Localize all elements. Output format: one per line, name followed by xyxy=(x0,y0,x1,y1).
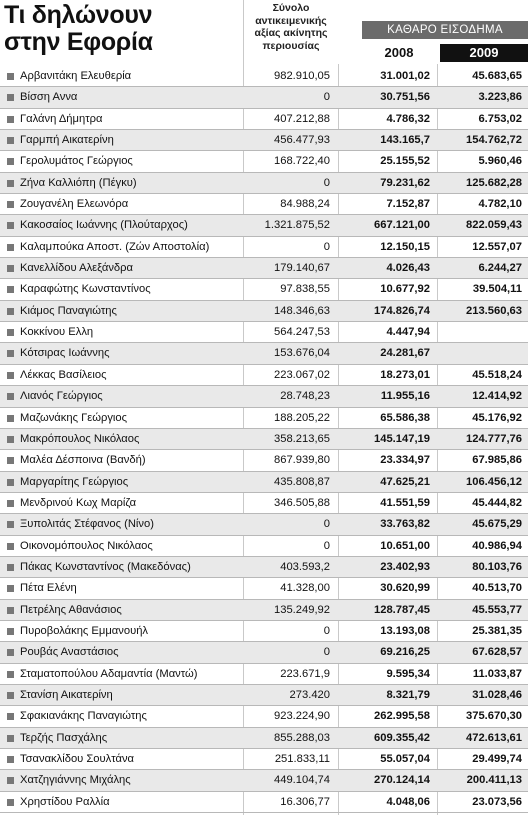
person-name: Χρηστίδου Ραλλία xyxy=(20,795,110,808)
row-bullet xyxy=(7,158,14,165)
person-name: Ξυπολιτάς Στέφανος (Νίνο) xyxy=(20,518,154,531)
title-line-2: στην Εφορία xyxy=(4,28,153,56)
income-2008: 174.826,74 xyxy=(374,304,430,317)
table-row xyxy=(0,173,528,194)
property-value: 0 xyxy=(323,176,330,189)
income-2008: 30.751,56 xyxy=(380,91,430,104)
row-bullet xyxy=(7,628,14,635)
income-2008: 609.355,42 xyxy=(374,731,430,744)
row-bullet xyxy=(7,692,14,699)
income-2009: 67.985,86 xyxy=(472,454,522,467)
property-value: 456.477,93 xyxy=(274,134,330,147)
property-value: 273.420 xyxy=(289,688,330,701)
table-row xyxy=(0,642,528,663)
table-row xyxy=(0,728,528,749)
property-value: 0 xyxy=(323,240,330,253)
net-income-header: ΚΑΘΑΡΟ ΕΙΣΟΔΗΜΑ xyxy=(362,21,528,39)
property-value: 179.140,67 xyxy=(274,262,330,275)
row-bullet xyxy=(7,329,14,336)
income-2008: 69.216,25 xyxy=(380,646,430,659)
income-2008: 4.026,43 xyxy=(386,262,430,275)
income-2008: 4.786,32 xyxy=(386,112,430,125)
income-2008: 23.402,93 xyxy=(380,560,430,573)
table-row xyxy=(0,237,528,258)
person-name: Χατζηγιάννης Μιχάλης xyxy=(20,774,131,787)
row-bullet xyxy=(7,799,14,806)
table-row xyxy=(0,151,528,172)
income-2009: 45.176,92 xyxy=(472,411,522,424)
row-bullet xyxy=(7,777,14,784)
income-2008: 667.121,00 xyxy=(374,219,430,232)
income-2009: 29.499,74 xyxy=(472,753,522,765)
person-name: Μακρόπουλος Νικόλαος xyxy=(20,432,140,445)
table-row xyxy=(0,322,528,343)
property-value: 223.671,9 xyxy=(280,667,330,680)
row-bullet xyxy=(7,479,14,486)
income-2009: 12.557,07 xyxy=(472,240,522,253)
income-2008: 55.057,04 xyxy=(380,753,430,765)
property-value: 168.722,40 xyxy=(274,155,330,168)
income-2008: 8.321,79 xyxy=(386,688,430,701)
income-2009: 67.628,57 xyxy=(472,646,522,659)
person-name: Πέτα Ελένη xyxy=(20,582,77,595)
row-bullet xyxy=(7,543,14,550)
income-2009: 45.683,65 xyxy=(472,70,522,82)
person-name: Αρβανιτάκη Ελευθερία xyxy=(20,70,132,82)
row-bullet xyxy=(7,649,14,656)
person-name: Πετρέλης Αθανάσιος xyxy=(20,603,122,616)
person-name: Μαλέα Δέσποινα (Βανδή) xyxy=(20,454,146,467)
income-2009: 12.414,92 xyxy=(472,390,522,403)
income-2008: 79.231,62 xyxy=(380,176,430,189)
income-2008: 31.001,02 xyxy=(380,70,430,82)
income-2009: 25.381,35 xyxy=(472,624,522,637)
income-2008: 65.586,38 xyxy=(380,411,430,424)
table-row xyxy=(0,621,528,642)
table-row xyxy=(0,279,528,300)
row-bullet xyxy=(7,372,14,379)
income-2008: 25.155,52 xyxy=(380,155,430,168)
person-name: Λιανός Γεώργιος xyxy=(20,390,103,403)
row-bullet xyxy=(7,137,14,144)
income-2008: 143.165,7 xyxy=(380,134,430,147)
row-bullet xyxy=(7,713,14,720)
income-2008: 10.677,92 xyxy=(380,283,430,296)
person-name: Κανελλίδου Αλεξάνδρα xyxy=(20,262,133,275)
row-bullet xyxy=(7,393,14,400)
table-row xyxy=(0,365,528,386)
row-bullet xyxy=(7,73,14,80)
row-bullet xyxy=(7,521,14,528)
property-value: 867.939,80 xyxy=(274,454,330,467)
income-2009: 106.456,12 xyxy=(466,475,522,488)
income-2009: 5.960,46 xyxy=(478,155,522,168)
property-value: 28.748,23 xyxy=(280,390,330,403)
person-name: Γαλάνη Δήμητρα xyxy=(20,112,103,125)
table-row xyxy=(0,664,528,685)
assets-header-line-2: αντικειμενικής xyxy=(255,14,327,27)
row-bullet xyxy=(7,415,14,422)
person-name: Οικονομόπουλος Νικόλαος xyxy=(20,539,153,552)
income-2008: 23.334,97 xyxy=(380,454,430,467)
income-2009: 125.682,28 xyxy=(466,176,522,189)
table-row xyxy=(0,749,528,770)
row-bullet xyxy=(7,671,14,678)
income-2009: 822.059,43 xyxy=(466,219,522,232)
income-2008: 47.625,21 xyxy=(380,475,430,488)
table-row xyxy=(0,258,528,279)
row-bullet xyxy=(7,94,14,101)
income-2008: 4.447,94 xyxy=(386,326,430,339)
row-bullet xyxy=(7,457,14,464)
income-2009: 472.613,61 xyxy=(466,731,522,744)
table-row xyxy=(0,66,528,87)
person-name: Καλαμπούκα Αποστ. (Ζών Αποστολία) xyxy=(20,240,210,253)
row-bullet xyxy=(7,308,14,315)
table-row xyxy=(0,706,528,727)
property-value: 0 xyxy=(323,518,330,531)
income-2008: 10.651,00 xyxy=(380,539,430,552)
table-row xyxy=(0,194,528,215)
income-2008: 24.281,67 xyxy=(380,347,430,360)
income-2008: 30.620,99 xyxy=(380,582,430,595)
table-row xyxy=(0,536,528,557)
table-row xyxy=(0,472,528,493)
income-2009: 200.411,13 xyxy=(466,774,522,787)
income-2009: 6.244,27 xyxy=(478,262,522,275)
page-title xyxy=(4,2,153,56)
table-body xyxy=(0,66,528,813)
table-row xyxy=(0,130,528,151)
property-value: 1.321.875,52 xyxy=(264,219,330,232)
income-2008: 9.595,34 xyxy=(386,667,430,680)
table-row xyxy=(0,408,528,429)
table-row xyxy=(0,343,528,364)
income-2008: 270.124,14 xyxy=(374,774,430,787)
table-row xyxy=(0,429,528,450)
year-2009-header: 2009 xyxy=(440,44,528,62)
person-name: Ζήνα Καλλιόπη (Πέγκυ) xyxy=(20,176,137,189)
row-bullet xyxy=(7,500,14,507)
income-2009: 6.753,02 xyxy=(478,112,522,125)
person-name: Πυροβολάκης Εμμανουήλ xyxy=(20,624,149,637)
income-2009: 45.518,24 xyxy=(472,368,522,381)
income-2008: 41.551,59 xyxy=(380,496,430,509)
person-name: Λέκκας Βασίλειος xyxy=(20,368,107,381)
property-value: 251.833,11 xyxy=(274,753,330,765)
income-2009: 45.675,29 xyxy=(472,518,522,531)
table-row xyxy=(0,450,528,471)
income-2009: 3.223,86 xyxy=(478,91,522,104)
table-row xyxy=(0,386,528,407)
row-bullet xyxy=(7,244,14,251)
person-name: Κοκκίνου Ελλη xyxy=(20,326,94,339)
row-bullet xyxy=(7,350,14,357)
person-name: Κότσιρας Ιωάννης xyxy=(20,347,110,360)
person-name: Σφακιανάκης Παναγιώτης xyxy=(20,710,147,723)
table-row xyxy=(0,514,528,535)
table-row xyxy=(0,770,528,791)
income-2009: 45.444,82 xyxy=(472,496,522,509)
table-row xyxy=(0,792,528,813)
person-name: Σταματοπούλου Αδαμαντία (Μαντώ) xyxy=(20,667,198,680)
property-value: 223.067,02 xyxy=(274,368,330,381)
income-2008: 128.787,45 xyxy=(374,603,430,616)
person-name: Τερζής Πασχάλης xyxy=(20,731,108,744)
property-value: 449.104,74 xyxy=(274,774,330,787)
person-name: Πάκας Κωνσταντίνος (Μακεδόνας) xyxy=(20,560,191,573)
assets-header-line-1: Σύνολο xyxy=(272,2,310,14)
property-value: 0 xyxy=(323,91,330,104)
income-2009: 40.513,70 xyxy=(472,582,522,595)
row-bullet xyxy=(7,564,14,571)
property-value: 97.838,55 xyxy=(280,283,330,296)
income-2009: 124.777,76 xyxy=(466,432,522,445)
income-2009: 154.762,72 xyxy=(466,134,522,147)
property-value: 153.676,04 xyxy=(274,347,330,360)
income-2009: 45.553,77 xyxy=(472,603,522,616)
income-2008: 262.995,58 xyxy=(374,710,430,723)
income-2009: 40.986,94 xyxy=(472,539,522,552)
income-2009: 31.028,46 xyxy=(472,688,522,701)
table-row xyxy=(0,685,528,706)
income-2009: 23.073,56 xyxy=(472,795,522,808)
row-bullet xyxy=(7,286,14,293)
row-bullet xyxy=(7,116,14,123)
person-name: Τσανακλίδου Σουλτάνα xyxy=(20,753,135,765)
income-2008: 7.152,87 xyxy=(386,198,430,211)
income-2008: 11.955,16 xyxy=(380,390,430,403)
property-value: 358.213,65 xyxy=(274,432,330,445)
row-bullet xyxy=(7,735,14,742)
title-line-1: Τι δηλώνουν xyxy=(4,1,153,29)
row-bullet xyxy=(7,585,14,592)
person-name: Κιάμος Παναγιώτης xyxy=(20,304,117,317)
row-bullet xyxy=(7,265,14,272)
property-value: 135.249,92 xyxy=(274,603,330,616)
person-name: Μαργαρίτης Γεώργιος xyxy=(20,475,129,488)
income-2009: 213.560,63 xyxy=(466,304,522,317)
table-row xyxy=(0,600,528,621)
property-value: 0 xyxy=(323,646,330,659)
property-value: 41.328,00 xyxy=(280,582,330,595)
assets-header-line-3: αξίας ακίνητης xyxy=(254,27,328,39)
property-value: 982.910,05 xyxy=(274,70,330,82)
person-name: Στανίση Αικατερίνη xyxy=(20,688,113,701)
row-bullet xyxy=(7,201,14,208)
property-value: 84.988,24 xyxy=(280,198,330,211)
income-2009: 39.504,11 xyxy=(472,283,522,296)
row-bullet xyxy=(7,756,14,763)
property-value: 923.224,90 xyxy=(274,710,330,723)
property-value: 188.205,22 xyxy=(274,411,330,424)
row-bullet xyxy=(7,436,14,443)
assets-header-line-4: περιουσίας xyxy=(262,39,320,52)
income-2009: 375.670,30 xyxy=(466,710,522,723)
row-bullet xyxy=(7,180,14,187)
property-value: 148.346,63 xyxy=(274,304,330,317)
table-header xyxy=(0,0,528,64)
income-2008: 18.273,01 xyxy=(380,368,430,381)
income-2009: 80.103,76 xyxy=(472,560,522,573)
property-value: 407.212,88 xyxy=(274,112,330,125)
property-value: 0 xyxy=(323,539,330,552)
person-name: Ζουγανέλη Ελεωνόρα xyxy=(20,198,129,211)
person-name: Γερολυμάτος Γεώργιος xyxy=(20,155,133,168)
person-name: Καραφώτης Κωνσταντίνος xyxy=(20,283,151,296)
property-value: 0 xyxy=(323,624,330,637)
income-2008: 12.150,15 xyxy=(380,240,430,253)
table-row xyxy=(0,87,528,108)
income-2008: 33.763,82 xyxy=(380,518,430,531)
table-row xyxy=(0,215,528,236)
table-row xyxy=(0,557,528,578)
year-2008-header: 2008 xyxy=(384,45,414,60)
table-row xyxy=(0,493,528,514)
person-name: Γαρμπή Αικατερίνη xyxy=(20,134,114,147)
table-row xyxy=(0,301,528,322)
row-bullet xyxy=(7,607,14,614)
property-value: 855.288,03 xyxy=(274,731,330,744)
property-value: 346.505,88 xyxy=(274,496,330,509)
income-2008: 4.048,06 xyxy=(386,795,430,808)
property-value: 435.808,87 xyxy=(274,475,330,488)
property-value: 16.306,77 xyxy=(280,795,330,808)
table-row xyxy=(0,578,528,599)
person-name: Κακοσαίος Ιωάννης (Πλούταρχος) xyxy=(20,219,188,232)
row-bullet xyxy=(7,222,14,229)
property-value: 403.593,2 xyxy=(280,560,330,573)
income-2008: 13.193,08 xyxy=(380,624,430,637)
income-2008: 145.147,19 xyxy=(374,432,430,445)
person-name: Βίσση Αννα xyxy=(20,91,78,104)
person-name: Μαζωνάκης Γεώργιος xyxy=(20,411,128,424)
property-value: 564.247,53 xyxy=(274,326,330,339)
income-2009: 11.033,87 xyxy=(472,667,522,680)
table-row xyxy=(0,109,528,130)
income-2009: 4.782,10 xyxy=(478,198,522,211)
assets-column-header xyxy=(244,2,338,52)
person-name: Ρουβάς Αναστάσιος xyxy=(20,646,119,659)
person-name: Μενδρινού Κωχ Μαρίζα xyxy=(20,496,137,509)
